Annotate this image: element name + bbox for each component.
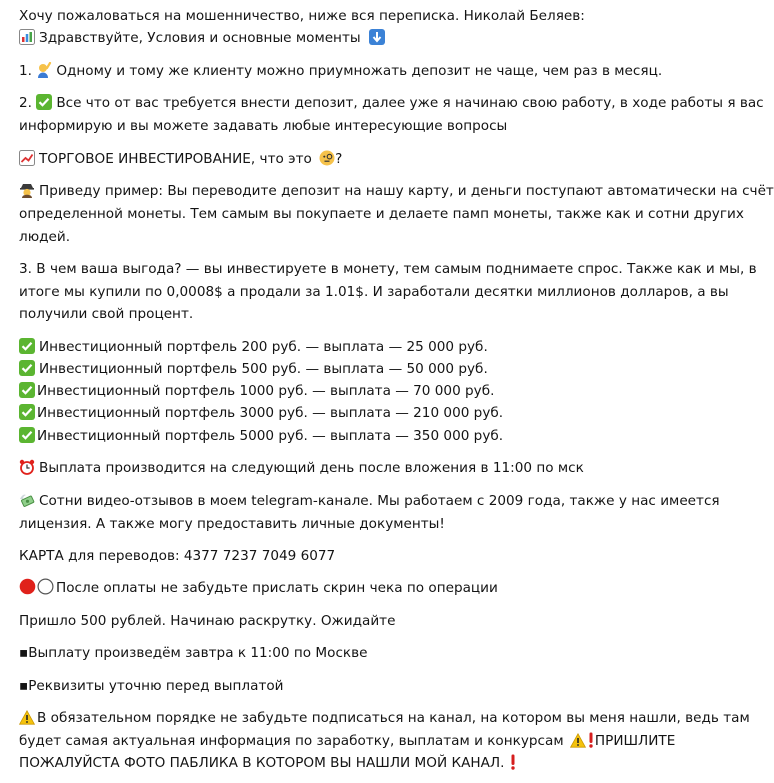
item-2-line-2: информирую и вы можете задавать любые интересующие вопросы — [19, 118, 508, 134]
card-line: КАРТА для переводов: 4377 7237 7049 6077 — [19, 548, 336, 564]
example-line-2: определенной монеты. Тем самым вы покупаете и делаете памп монеты, также как и сотни других — [19, 206, 744, 222]
portfolio-item: Инвестиционный портфель 500 руб. — выплата — 50 000 руб. — [19, 359, 488, 379]
bullet-line-1: ▪Выплату произведём завтра к 11:00 по Москве — [19, 645, 368, 661]
check-mark-button-icon — [19, 338, 35, 354]
reviews-line-2: лицензия. А также могу предоставить личные документы! — [19, 516, 445, 532]
white-circle-icon — [37, 578, 54, 595]
trading-line: ТОРГОВОЕ ИНВЕСТИРОВАНИЕ, что это ? — [19, 149, 342, 169]
monocle-face-icon — [319, 150, 335, 166]
check-mark-button-icon — [19, 404, 35, 420]
portfolio-item: Инвестиционный портфель 3000 руб. — выплата — 210 000 руб. — [19, 403, 503, 423]
intro-line: Хочу пожаловаться на мошенничество, ниже вся переписка. Николай Беляев: — [19, 8, 585, 24]
warning-line-2: будет самая актуальная информация по заработку, выплатам и конкурсам ПРИШЛИТЕ — [19, 733, 676, 749]
check-mark-button-icon — [19, 382, 35, 398]
payout-time-line: Выплата производится на следующий день после вложения в 11:00 по мск — [19, 458, 584, 478]
arrow-down-icon — [369, 29, 385, 45]
detective-icon — [19, 182, 35, 198]
check-mark-button-icon — [36, 94, 52, 110]
example-line-3: людей. — [19, 229, 71, 245]
item-1-line: 1. Одному и тому же клиенту можно приумножать депозит не чаще, чем раз в месяц. — [19, 63, 663, 79]
warning-line-1: В обязательном порядке не забудьте подписаться на канал, на котором вы меня нашли, ведь там — [19, 708, 750, 728]
bullet-line-2: ▪Реквизиты уточню перед выплатой — [19, 678, 284, 694]
benefit-line-1: 3. В чем ваша выгода? — вы инвестируете в монету, тем самым поднимаете спрос. Также как и мы, в — [19, 261, 757, 277]
bar-chart-icon — [19, 29, 35, 45]
money-with-wings-icon — [19, 492, 35, 508]
greeting-line: Здравствуйте, Условия и основные моменты — [19, 28, 389, 48]
check-mark-button-icon — [19, 427, 35, 443]
exclamation-mark-icon — [588, 732, 594, 748]
warning-icon — [570, 733, 586, 748]
portfolio-item: Инвестиционный портфель 1000 руб. — выплата — 70 000 руб. — [19, 381, 494, 401]
exclamation-mark-icon — [510, 754, 516, 770]
red-circle-icon — [19, 578, 36, 595]
portfolio-item: Инвестиционный портфель 200 руб. — выплата — 25 000 руб. — [19, 337, 488, 357]
benefit-line-3: получили свой процент. — [19, 306, 194, 322]
check-mark-button-icon — [19, 360, 35, 376]
reviews-line-1: Сотни видео-отзывов в моем telegram-канале. Мы работаем с 2009 года, также у нас имеется — [19, 491, 720, 511]
warning-icon — [19, 710, 35, 725]
warning-line-3: ПОЖАЛУЙСТА ФОТО ПАБЛИКА В КОТОРОМ ВЫ НАШЛИ МОЙ КАНАЛ. — [19, 753, 520, 773]
receipt-line: После оплаты не забудьте прислать скрин чека по операции — [19, 578, 498, 598]
chart-increasing-icon — [19, 150, 35, 166]
received-line: Пришло 500 рублей. Начинаю раскрутку. Ожидайте — [19, 613, 396, 629]
portfolio-item: Инвестиционный портфель 5000 руб. — выплата — 350 000 руб. — [19, 426, 503, 446]
item-2-line-1: 2. Все что от вас требуется внести депозит, далее уже я начинаю свою работу, в ходе работы я вас — [19, 95, 764, 111]
benefit-line-2: итоге мы купили по 0,0008$ а продали за 1.01$. И заработали десятки миллионов долларов, а вы — [19, 284, 729, 300]
example-line-1: Приведу пример: Вы переводите депозит на нашу карту, и деньги поступают автоматически на счёт — [19, 181, 774, 201]
alarm-clock-icon — [19, 459, 35, 475]
person-raising-hand-icon — [36, 62, 52, 78]
